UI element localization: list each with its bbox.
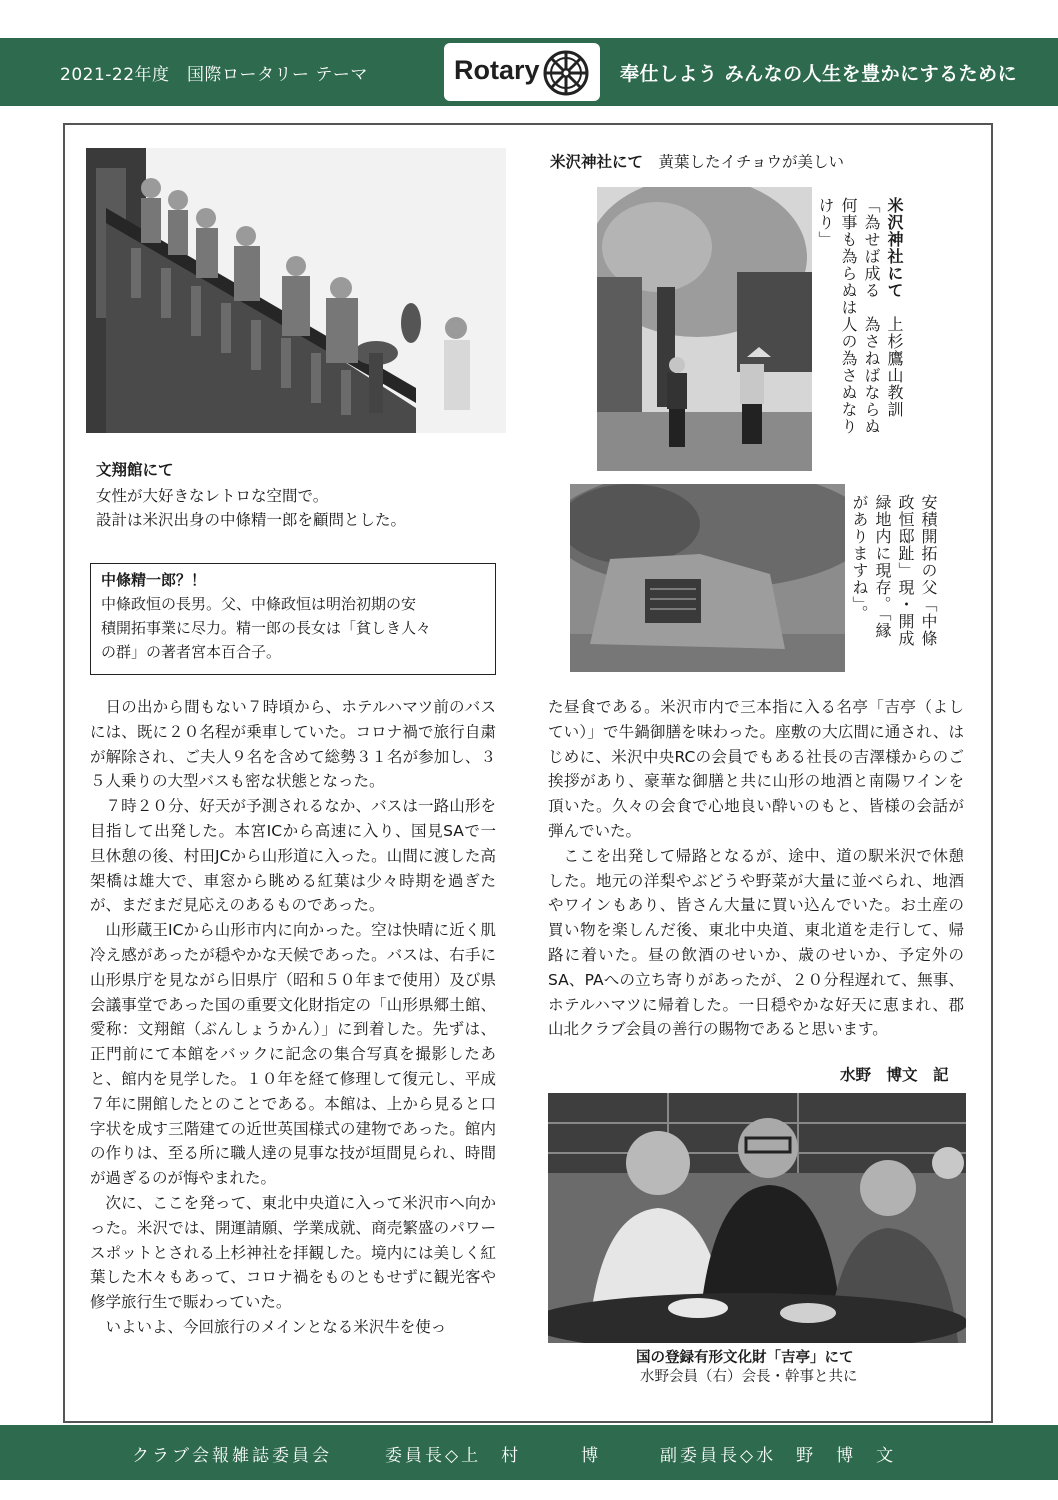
rotary-wheel-icon [542,49,590,97]
nakajo-residence-line: 緑地内に現存。「縁 [873,494,892,639]
rotary-logo-text: Rotary [454,55,540,85]
body-paragraph: 日の出から間もない７時頃から、ホテルハマツ前のバスには、既に２０名程が乗車していた。コロナ禍で旅行自粛が解除され、ご夫人９名を含めて総勢３１名が参加し、３５人乗りの大型バスも密な状態となった。 [90,698,496,791]
nakajo-box-line: の群」の著者宮本百合子。 [101,643,282,661]
nakajo-box-line: 積開拓事業に尽力。精一郎の長女は「貧しき人々 [101,619,432,637]
body-paragraph: いよいよ、今回旅行のメインとなる米沢牛を使っ [105,1317,447,1336]
header-theme-slogan: 奉仕しよう みんなの人生を豊かにするために [620,63,1018,85]
author-signature: 水野 博文 記 [840,1066,949,1084]
nakajo-residence-line: 安積開拓の父「中條 [919,494,938,647]
uesugi-motto-line: けり」 [816,197,835,248]
uesugi-shrine-caption-bold: 米沢神社にて [550,153,644,171]
nakajo-box-line: 中條政恒の長男。父、中條政恒は明治初期の安 [101,595,417,613]
bunshokan-caption-line: 設計は米沢出身の中條精一郎を顧問とした。 [96,511,407,529]
uesugi-shrine-caption-rest: 黄葉したイチョウが美しい [643,153,845,171]
uesugi-shrine-ginkgo-photo [597,187,812,471]
article-body-left-column [90,695,496,1340]
header-year-theme: 2021-22年度 国際ロータリー テーマ [60,65,368,85]
uesugi-motto-vertical [814,197,906,487]
article-body-right-column [548,695,964,1042]
yoshitei-dinner-photo [548,1093,966,1343]
yoshitei-caption-sub: 水野会員（右）会長・幹事と共に [640,1369,858,1385]
uesugi-motto-line: 「為せば成る 為さねばならぬ [862,197,881,435]
footer-chair: 委員長◇上 村 博 [385,1446,602,1466]
body-paragraph: ここを出発して帰路となるが、途中、道の駅米沢で休憩した。地元の洋梨やぶどうや野菜が大量に並べられ、地酒やワインもあり、皆さん大量に買い込んでいた。お土産の買い物を楽しんだ後、東北中央道、東北道を走行して、帰路に着いた。昼の飲酒のせいか、歳のせいか、予定外のSA、PAへの立ち寄りがあったが、２０分程遅れて、無事、ホテルハマツに帰着した。一日穏やかな好天に恵まれ、郡山北クラブ会員の善行の賜物であると思います。 [548,846,964,1039]
body-paragraph: 次に、ここを発って、東北中央道に入って米沢市へ向かった。米沢では、開運請願、学業成就、商売繁盛のパワースポットとされる上杉神社を拝観した。境内には美しく紅葉した木々もあって、コロナ禍をものともせずに観光客や修学旅行生で賑わっていた。 [90,1193,496,1312]
body-paragraph: た昼食である。米沢市内で三本指に入る名亭「吉亭（よしてい）」で牛鍋御膳を味わった。座敷の大広間に通され、はじめに、米沢中央RCの会員でもある社長の吉澤様からのご挨拶があり、豪華な御膳と共に山形の地酒と南陽ワインを頂いた。久々の会食で心地良い酔いのもと、皆様の会話が弾んでいた。 [548,698,964,840]
nakajo-residence-vertical [848,494,940,669]
bunshokan-staircase-photo [86,148,506,433]
body-paragraph: 山形蔵王ICから山形市内に向かった。空は快晴に近く肌冷え感があったが穏やかな天候であった。バスは、右手に山形県庁を見ながら旧県庁（昭和５０年まで使用）及び県会議事堂であった国の重要文化財指定の「山形県郷土館、愛称：文翔館（ぶんしょうかん）」に到着した。先ずは、正門前にて本館をバックに記念の集合写真を撮影したあと、館内を見学した。１０年を経て修理して復元し、平成７年に開館したとのことである。本館は、上から見ると口字状を成す三階建ての近世英国様式の建物であった。館内の作りは、至る所に職人達の見事な技が垣間見られ、時間が過ぎるのが悔やまれた。 [90,921,496,1188]
bunshokan-caption-title: 文翔館にて [96,461,174,479]
footer-vice-chair: 副委員長◇水 野 博 文 [660,1446,897,1466]
nakajo-info-box [90,563,496,675]
uesugi-motto-title-bold: 米沢神社にて [885,197,904,299]
bunshokan-caption-line: 女性が大好きなレトロな空間で。 [96,487,329,505]
body-paragraph: ７時２０分、好天が予測されるなか、バスは一路山形を目指して出発した。本宮ICから高速に入り、国見SAで一旦休憩の後、村田JCから山形道に入った。山間に渡した高架橋は雄大で、車窓から眺める紅葉は少々時期を過ぎたが、まだまだ見応えのあるものであった。 [90,797,496,915]
uesugi-motto-title [885,197,904,418]
uesugi-motto-line: 何事も為らぬは人の為さぬなり [839,197,858,435]
nakajo-box-title: 中條精一郎？！ [101,571,207,589]
yoshitei-caption-title: 国の登録有形文化財「吉亭」にて [636,1350,854,1366]
nakajo-residence-line: がありますね」。 [850,494,869,622]
nakajo-residence-monument-photo [570,484,845,672]
nakajo-residence-line: 政恒邸趾」現・開成 [896,494,915,647]
rotary-logo [444,43,600,101]
uesugi-motto-title-rest: 上杉鷹山教訓 [885,299,904,418]
footer-committee: クラブ会報雑誌委員会 [132,1446,332,1466]
uesugi-shrine-caption [550,150,844,175]
